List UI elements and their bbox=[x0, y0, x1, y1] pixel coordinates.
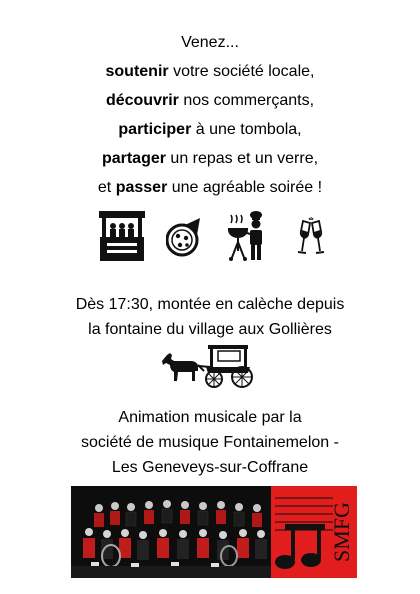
music-line-2: société de musique Fontainemelon - bbox=[81, 434, 339, 451]
music-line-3: Les Geneveys-sur-Coffrane bbox=[111, 459, 309, 476]
barbecue-chef-icon bbox=[227, 211, 267, 261]
music-line-1: Animation musicale par la bbox=[118, 409, 302, 426]
intro-heading: Venez... bbox=[181, 34, 239, 51]
activity-icons bbox=[0, 211, 420, 263]
horse-carriage-icon bbox=[158, 343, 258, 389]
champagne-glasses-icon bbox=[297, 217, 325, 259]
intro-line-3: participer à une tombola, bbox=[118, 121, 302, 138]
band-photo bbox=[71, 486, 271, 578]
intro-line-5: et passer une agréable soirée ! bbox=[97, 179, 323, 196]
caleche-line-2: la fontaine du village aux Gollières bbox=[88, 321, 332, 338]
music-text bbox=[0, 405, 420, 480]
intro-line-4: partager un repas et un verre, bbox=[101, 150, 319, 167]
intro-line-1: soutenir votre société locale, bbox=[105, 63, 315, 80]
intro-line-2: découvrir nos commerçants, bbox=[105, 92, 315, 109]
market-stall-icon bbox=[99, 211, 145, 261]
smfg-logo-graphic bbox=[271, 486, 357, 578]
caleche-text bbox=[0, 292, 420, 342]
intro-text bbox=[0, 28, 420, 202]
caleche-line-1: Dès 17:30, montée en calèche depuis bbox=[75, 296, 345, 313]
smfg-logo-text: SMFG bbox=[329, 502, 354, 562]
smfg-logo bbox=[271, 486, 357, 578]
pizza-icon bbox=[166, 216, 202, 258]
band-photo-illustration bbox=[71, 486, 271, 578]
